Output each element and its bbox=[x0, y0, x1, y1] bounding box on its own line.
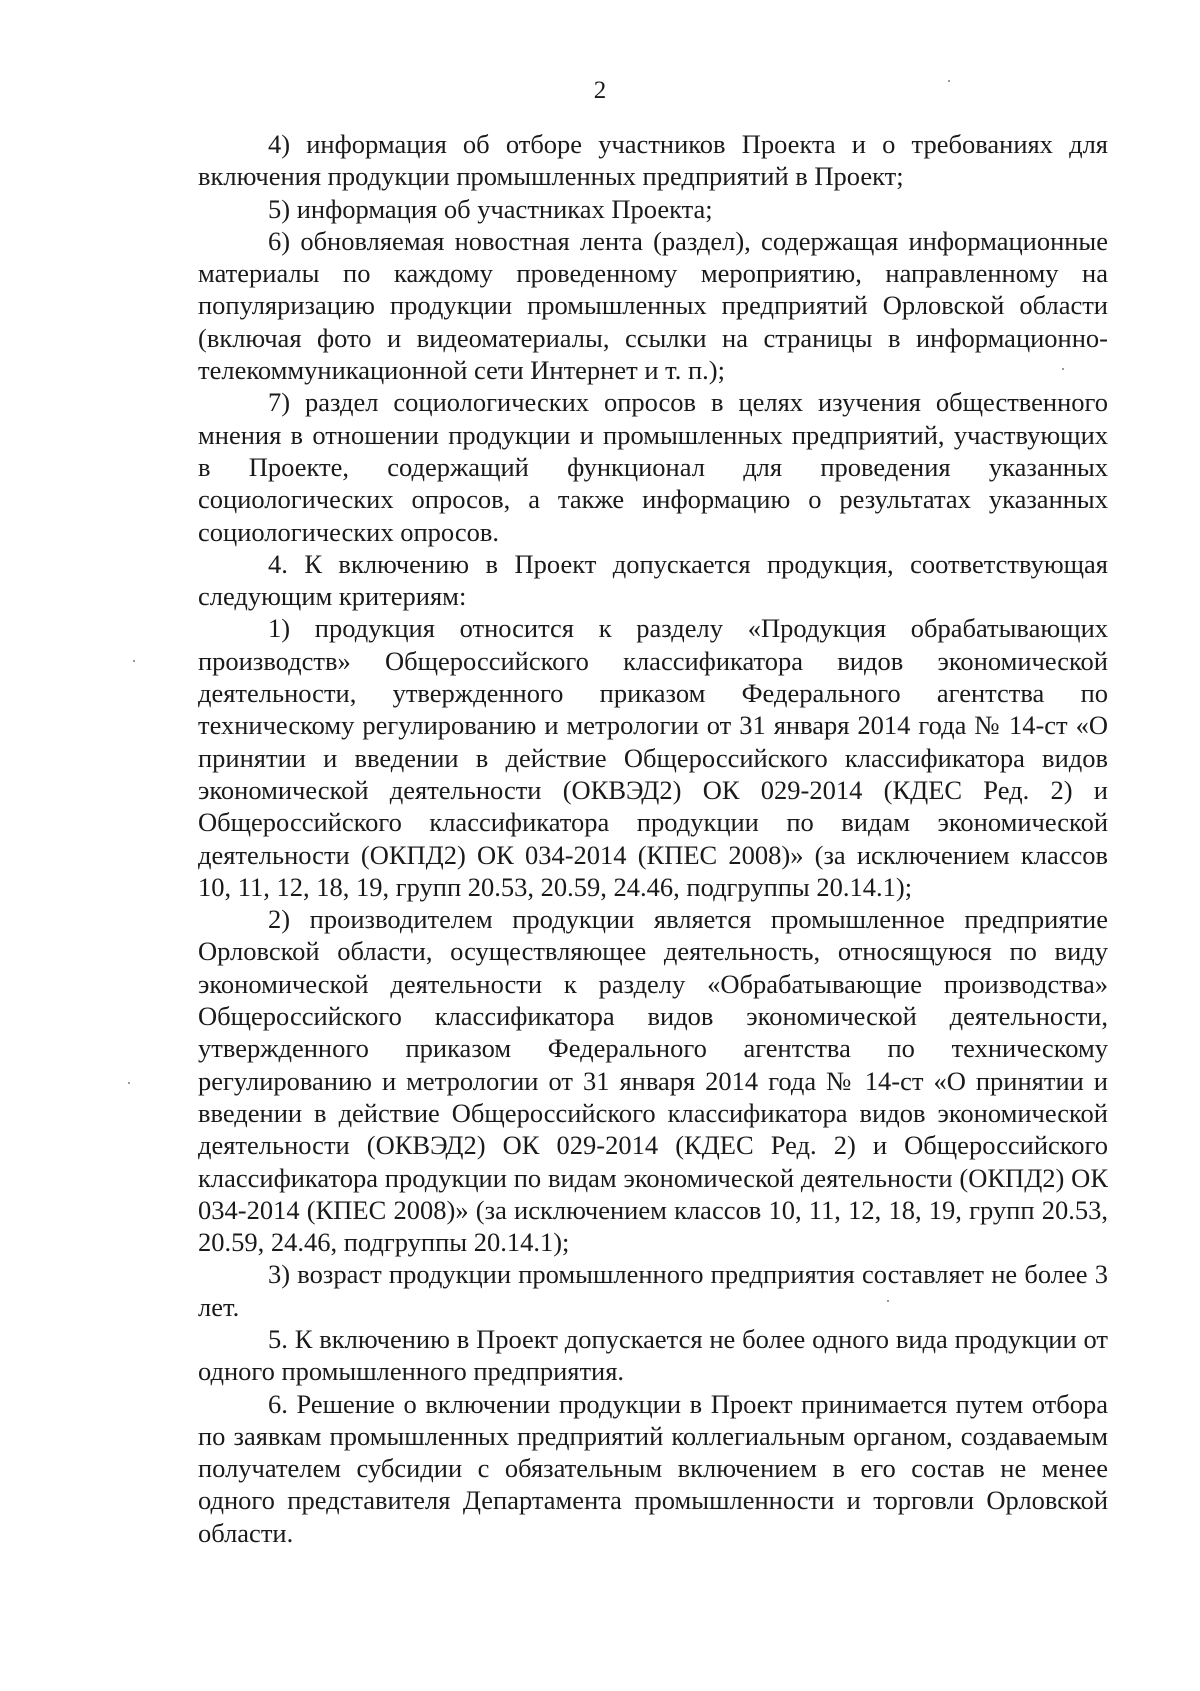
criterion-1-product-section: 1) продукция относится к разделу «Продукция обрабатывающих производств» Общероссийского классификатора видов экономической деятельности, утвержденного приказом Федерального агентства по техническому регулированию и метрологии от 31 января 2014 года № 14-ст «О принятии и введении в действие Общероссийского классификатора видов экономической деятельности (ОКВЭД2) ОК 029-2014 (КДЕС Ред. 2) и Общероссийского классификатора продукции по видам экономической деятельности (ОКПД2) ОК 034-2014 (КПЕС 2008)» (за исключением классов 10, 11, 12, 18, 19, групп 20.53, 20.59, 24.46, подгруппы 20.14.1); bbox=[198, 613, 1108, 902]
clause-6-selection-decision: 6. Решение о включении продукции в Проект принимается путем отбора по заявкам промышленных предприятий коллегиальным органом, создаваемым получателем субсидии с обязательным включением в его состав не менее одного представителя Департамента промышленности и торговли Орловской области. bbox=[198, 1388, 1108, 1548]
criterion-2-producer: 2) производителем продукции является промышленное предприятие Орловской области, осуществляющее деятельность, относящуюся по виду экономической деятельности к разделу «Обрабатывающие производства» Общероссийского классификатора видов экономической деятельности, утвержденного приказом Федерального агентства по техническому регулированию и метрологии от 31 января 2014 года № 14-ст «О принятии и введении в действие Общероссийского классификатора видов экономической деятельности (ОКВЭД2) ОК 029-2014 (КДЕС Ред. 2) и Общероссийского классификатора продукции по видам экономической деятельности (ОКПД2) ОК 034-2014 (КПЕС 2008)» (за исключением классов 10, 11, 12, 18, 19, групп 20.53, 20.59, 24.46, подгруппы 20.14.1); bbox=[198, 904, 1108, 1258]
list-item-4-selection-info: 4) информация об отборе участников Проекта и о требованиях для включения продукции промышленных предприятий в Проект; bbox=[198, 129, 1108, 192]
document-body bbox=[198, 128, 1108, 1549]
list-item-5-participants-info: 5) информация об участниках Проекта; bbox=[268, 193, 713, 224]
clause-5-product-limit: 5. К включению в Проект допускается не более одного вида продукции от одного промышленного предприятия. bbox=[198, 1323, 1108, 1387]
scan-speck bbox=[948, 80, 950, 82]
criterion-3-product-age: 3) возраст продукции промышленного предприятия составляет не более 3 лет. bbox=[198, 1259, 1108, 1322]
clause-4-inclusion-criteria: 4. К включению в Проект допускается продукция, соответствующая следующим критериям: bbox=[198, 548, 1108, 612]
scan-speck bbox=[133, 660, 135, 662]
scan-speck bbox=[1062, 368, 1064, 370]
list-item-6-news-feed: 6) обновляемая новостная лента (раздел), содержащая информационные материалы по каждому проведенному мероприятию, направленному на популяризацию продукции промышленных предприятий Орловской области (включая фото и видеоматериалы, ссылки на страницы в информационно-телекоммуникационной сети Интернет и т. п.); bbox=[198, 225, 1108, 386]
scan-speck bbox=[887, 1300, 889, 1302]
page-number: 2 bbox=[593, 77, 607, 104]
scan-speck bbox=[128, 1082, 130, 1084]
list-item-7-surveys: 7) раздел социологических опросов в целях изучения общественного мнения в отношении продукции и промышленных предприятий, участвующих в Проекте, содержащий функционал для проведения указанных социологических опросов, а также информацию о результатах указанных социологических опросов. bbox=[198, 387, 1108, 547]
